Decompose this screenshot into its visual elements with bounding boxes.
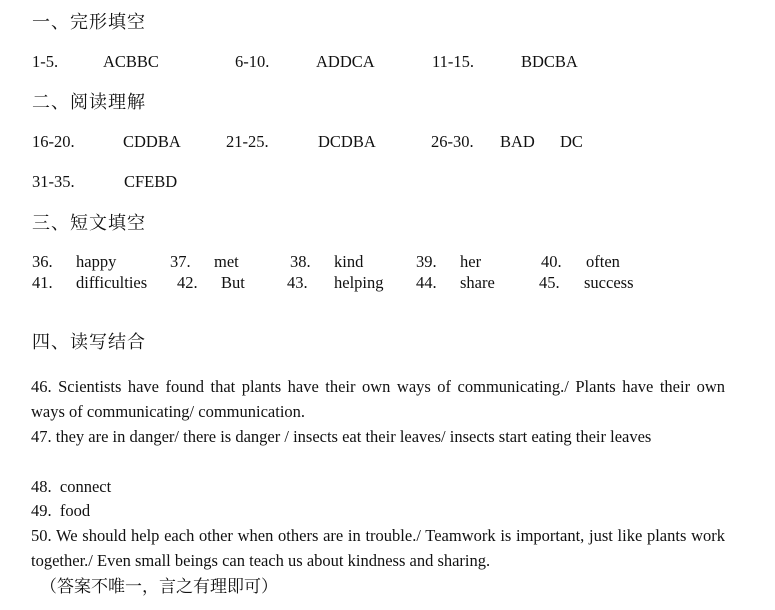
section-title-fill: 三、短文填空 [32, 213, 146, 234]
answer-note: （答案不唯一，言之有理即可） [40, 577, 278, 597]
fill-word: success [584, 273, 634, 292]
fill-num: 42. [177, 273, 198, 292]
fill-word: kind [334, 252, 364, 271]
fill-word: share [460, 273, 495, 292]
reading-range-3: 26-30. [431, 132, 474, 151]
writing-answer-47: 47. they are in danger/ there is danger / insects eat their leaves/ insects start eating their leaves [31, 427, 652, 446]
fill-num: 43. [287, 273, 308, 292]
reading-answers-4: CFEBD [124, 172, 178, 191]
reading-answers-3: BAD [500, 132, 535, 151]
fill-word: helping [334, 273, 384, 292]
section-title-cloze: 一、完形填空 [32, 12, 146, 33]
fill-num: 38. [290, 252, 311, 271]
writing-answer-48: 48. connect [31, 477, 112, 496]
reading-range-1: 16-20. [32, 132, 75, 151]
writing-answer-50: 50. We should help each other when others are in trouble./ Teamwork is important, just like plants work together./ Even small beings can teach us about kindness and sharing. [31, 526, 725, 570]
fill-num: 44. [416, 273, 437, 292]
reading-range-4: 31-35. [32, 172, 75, 191]
fill-num: 37. [170, 252, 191, 271]
fill-num: 39. [416, 252, 437, 271]
cloze-range-1: 1-5. [32, 52, 59, 71]
cloze-range-3: 11-15. [432, 52, 475, 71]
fill-word: her [460, 252, 482, 271]
reading-answers-2: DCDBA [318, 132, 376, 151]
fill-num: 45. [539, 273, 560, 292]
section-title-reading: 二、阅读理解 [32, 92, 146, 113]
cloze-range-2: 6-10. [235, 52, 270, 71]
cloze-answers-2: ADDCA [316, 52, 375, 71]
fill-word: often [586, 252, 620, 271]
fill-num: 36. [32, 252, 53, 271]
fill-word: difficulties [76, 273, 148, 292]
fill-word: happy [76, 252, 117, 271]
section-title-writing: 四、读写结合 [32, 332, 146, 353]
reading-range-2: 21-25. [226, 132, 269, 151]
fill-word: met [214, 252, 239, 271]
writing-answer-49: 49. food [31, 501, 91, 520]
fill-word: But [221, 273, 245, 292]
fill-num: 41. [32, 273, 53, 292]
reading-answers-1: CDDBA [123, 132, 181, 151]
writing-answer-46: 46. Scientists have found that plants have their own ways of communicating./ Plants have their own ways of communicating/ communication. [31, 377, 725, 421]
cloze-answers-1: ACBBC [103, 52, 159, 71]
cloze-answers-3: BDCBA [521, 52, 578, 71]
fill-num: 40. [541, 252, 562, 271]
reading-answers-3-extra: DC [560, 132, 583, 151]
